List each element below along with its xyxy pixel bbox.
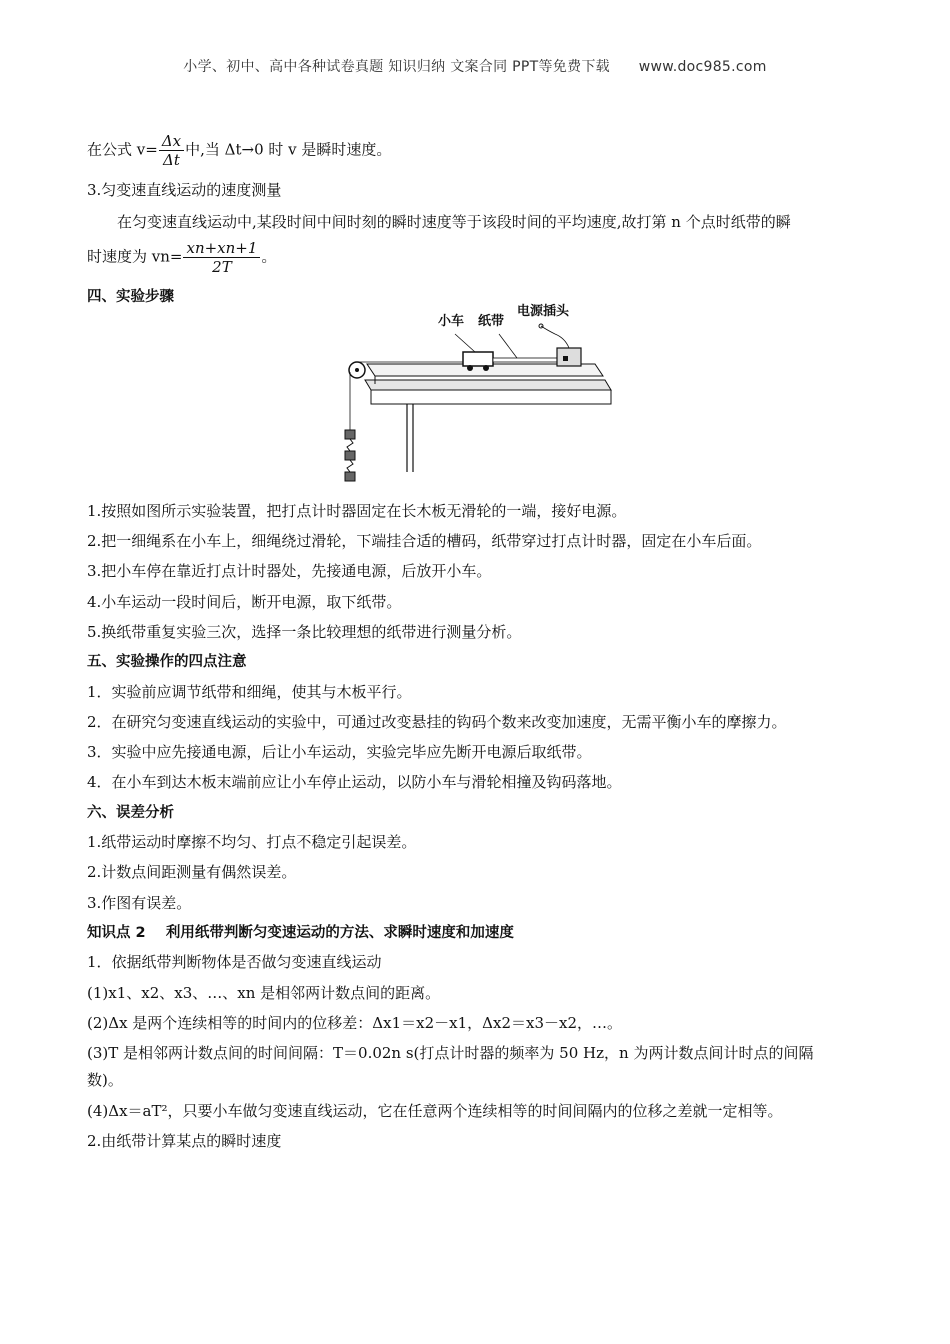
header-text: 小学、初中、高中各种试卷真题 知识归纳 文案合同 PPT等免费下载 [183, 59, 610, 75]
knowledge2-item: 2.由纸带计算某点的瞬时速度 [87, 1131, 282, 1150]
power-cord [541, 326, 569, 348]
hanging-weight [345, 430, 355, 439]
caution-item: 4．在小车到达木板末端前应让小车停止运动，以防小车与滑轮相撞及钩码落地。 [87, 773, 622, 792]
formula-line-2: 时速度为 vn= $\frac{xn+xn+1}{2T}$ 。 [87, 238, 277, 276]
timer [557, 348, 581, 366]
hanging-weight [345, 451, 355, 460]
fraction-dx-dt: $\frac{\Delta x}{\Delta t}$ [159, 132, 184, 169]
steps-title: 四、实验步骤 [87, 288, 174, 305]
caution-item: 1．实验前应调节纸带和细绳，使其与木板平行。 [87, 682, 412, 701]
knowledge2-item: (4)Δx＝aT²，只要小车做匀变速直线运动，它在任意两个连续相等的时间间隔内的位移之差就一定相等。 [87, 1101, 783, 1120]
knowledge2-item: 数)。 [87, 1071, 123, 1090]
caution-item: 3．实验中应先接通电源，后让小车运动，实验完毕应先断开电源后取纸带。 [87, 743, 592, 762]
cautions-title: 五、实验操作的四点注意 [87, 654, 247, 671]
fraction-vn: $\frac{xn+xn+1}{2T}$ [183, 239, 260, 276]
experiment-figure [335, 303, 635, 492]
knowledge2-item: 1．依据纸带判断物体是否做匀变速直线运动 [87, 953, 382, 972]
error-item: 2.计数点间距测量有偶然误差。 [87, 863, 297, 882]
paper-tape [493, 358, 565, 362]
step-item: 4.小车运动一段时间后，断开电源，取下纸带。 [87, 592, 402, 611]
apparatus-diagram [335, 312, 635, 492]
error-item: 1.纸带运动时摩擦不均匀、打点不稳定引起误差。 [87, 833, 417, 852]
page-header [0, 56, 950, 76]
step-item: 3.把小车停在靠近打点计时器处，先接通电源，后放开小车。 [87, 562, 492, 581]
caution-item: 2．在研究匀变速直线运动的实验中，可通过改变悬挂的钩码个数来改变加速度，无需平衡小车的摩擦力。 [87, 712, 787, 731]
step-item: 2.把一细绳系在小车上，细绳绕过滑轮，下端挂合适的槽码，纸带穿过打点计时器，固定在小车后面。 [87, 532, 762, 551]
errors-title: 六、误差分析 [87, 804, 174, 821]
label-tape: 纸带 [478, 313, 505, 329]
knowledge2-title: 知识点 2 利用纸带判断匀变速运动的方法、求瞬时速度和加速度 [87, 924, 514, 941]
header-site[interactable]: www.doc985.com [638, 59, 767, 75]
formula-line-1: 在公式 v= $\frac{\Delta x}{\Delta t}$ 中,当 Δt→0 时 v 是瞬时速度。 [87, 132, 392, 169]
section-3-paragraph: 在匀变速直线运动中,某段时间中间时刻的瞬时速度等于该段时间的平均速度,故打第 n 个点时纸带的瞬 [117, 213, 791, 232]
table-edge [371, 390, 611, 404]
hanging-weight [345, 472, 355, 481]
step-item: 5.换纸带重复实验三次，选择一条比较理想的纸带进行测量分析。 [87, 622, 522, 641]
knowledge2-item: (1)x1、x2、x3、…、xn 是相邻两计数点间的距离。 [87, 983, 441, 1002]
knowledge2-item: (3)T 是相邻两计数点间的时间间隔：T＝0.02n s(打点计时器的频率为 50 Hz，n 为两计数点间计时点的间隔 [87, 1044, 814, 1063]
step-item: 1.按照如图所示实验装置，把打点计时器固定在长木板无滑轮的一端，接好电源。 [87, 501, 627, 520]
cart [463, 352, 493, 366]
table-top [365, 380, 611, 390]
knowledge2-item: (2)Δx 是两个连续相等的时间内的位移差：Δx1＝x2－x1，Δx2＝x3－x2，…。 [87, 1013, 622, 1032]
label-plug: 电源插头 [517, 303, 570, 319]
label-car: 小车 [438, 313, 465, 329]
error-item: 3.作图有误差。 [87, 893, 192, 912]
section-3-title: 3.匀变速直线运动的速度测量 [87, 181, 282, 199]
document-body [87, 130, 867, 1153]
